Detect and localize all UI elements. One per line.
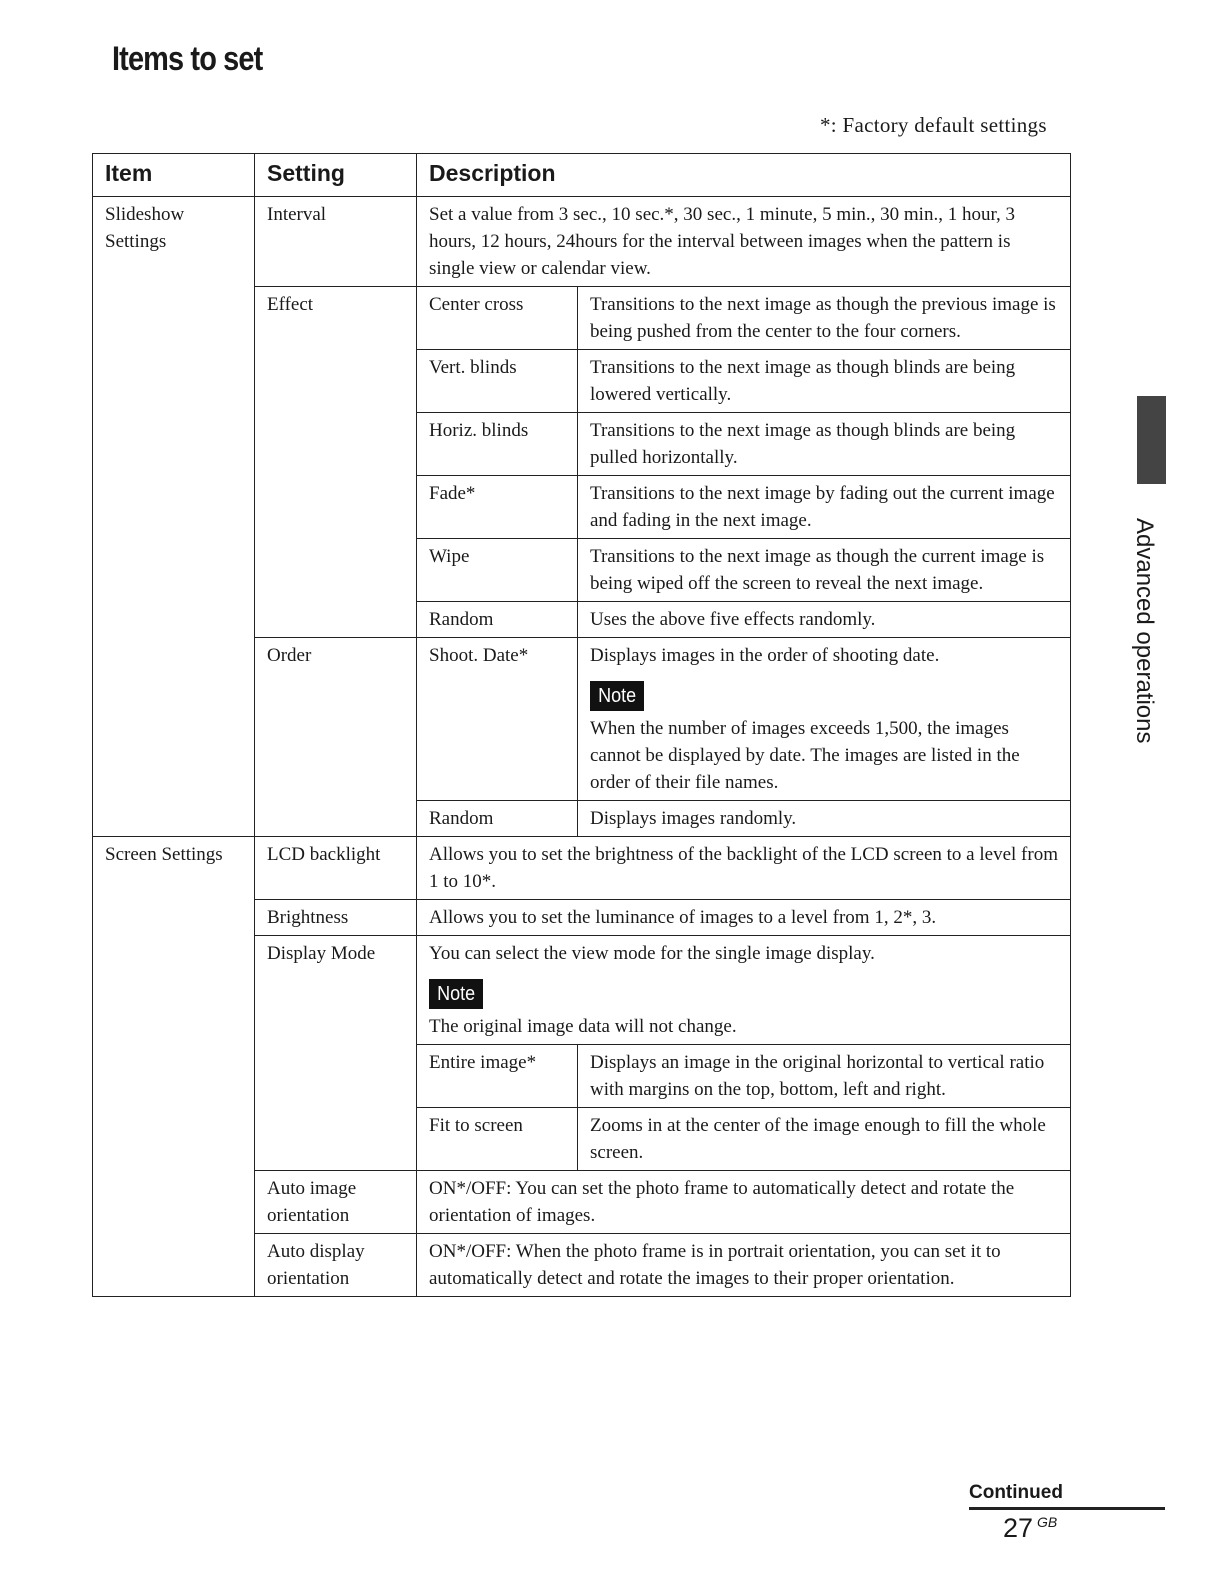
table-header-row xyxy=(93,154,1071,197)
option-description: Uses the above five effects randomly. xyxy=(578,602,1071,638)
table-row xyxy=(93,837,1071,900)
option-description: Zooms in at the center of the image enough to fill the whole screen. xyxy=(578,1108,1071,1171)
option-name: Center cross xyxy=(417,287,578,350)
item-screen-settings: Screen Settings xyxy=(93,837,255,1297)
description-lcd-backlight: Allows you to set the brightness of the backlight of the LCD screen to a level from 1 to 10*. xyxy=(417,837,1071,900)
option-name: Fade* xyxy=(417,476,578,539)
option-name: Wipe xyxy=(417,539,578,602)
option-description: Transitions to the next image as though the current image is being wiped off the screen to reveal the next image. xyxy=(578,539,1071,602)
display-mode-description: You can select the view mode for the single image display. xyxy=(429,943,875,964)
setting-auto-display-orientation: Auto display orientation xyxy=(255,1234,417,1297)
continued-rule xyxy=(969,1507,1165,1510)
table-row xyxy=(93,197,1071,287)
note-badge: Note xyxy=(590,681,644,711)
option-name: Shoot. Date* xyxy=(417,638,578,801)
option-description: Displays an image in the original horizontal to vertical ratio with margins on the top, bottom, left and right. xyxy=(578,1045,1071,1108)
setting-auto-image-orientation: Auto image orientation xyxy=(255,1171,417,1234)
settings-table xyxy=(92,153,1071,1297)
option-name: Horiz. blinds xyxy=(417,413,578,476)
option-description: Transitions to the next image as though blinds are being pulled horizontally. xyxy=(578,413,1071,476)
header-setting: Setting xyxy=(255,154,417,197)
option-name: Vert. blinds xyxy=(417,350,578,413)
setting-lcd-backlight: LCD backlight xyxy=(255,837,417,900)
setting-interval: Interval xyxy=(255,197,417,287)
continued-label: Continued xyxy=(969,1482,1063,1503)
note-badge: Note xyxy=(429,979,483,1009)
option-description-with-note xyxy=(578,638,1071,801)
note-text: The original image data will not change. xyxy=(429,1016,737,1037)
setting-effect: Effect xyxy=(255,287,417,638)
description-brightness: Allows you to set the luminance of images to a level from 1, 2*, 3. xyxy=(417,900,1071,936)
section-tab-marker xyxy=(1137,396,1166,484)
item-slideshow-settings: Slideshow Settings xyxy=(93,197,255,837)
setting-brightness: Brightness xyxy=(255,900,417,936)
header-description: Description xyxy=(417,154,1071,197)
option-description: Displays images in the order of shooting date. xyxy=(590,645,940,666)
option-description: Displays images randomly. xyxy=(578,801,1071,837)
option-name: Random xyxy=(417,801,578,837)
option-description: Transitions to the next image as though the previous image is being pushed from the center to the four corners. xyxy=(578,287,1071,350)
description-display-mode xyxy=(417,936,1071,1045)
option-name: Fit to screen xyxy=(417,1108,578,1171)
header-item: Item xyxy=(93,154,255,197)
option-description: Transitions to the next image as though blinds are being lowered vertically. xyxy=(578,350,1071,413)
note-text: When the number of images exceeds 1,500, the images cannot be displayed by date. The images are listed in the order of their file names. xyxy=(590,718,1020,793)
page-number-suffix: GB xyxy=(1037,1514,1058,1530)
page-number-value: 27 xyxy=(1003,1513,1034,1543)
option-description: Transitions to the next image by fading out the current image and fading in the next image. xyxy=(578,476,1071,539)
factory-default-legend: *: Factory default settings xyxy=(820,113,1047,137)
option-name: Random xyxy=(417,602,578,638)
page-title: Items to set xyxy=(112,40,263,78)
option-name: Entire image* xyxy=(417,1045,578,1108)
setting-display-mode: Display Mode xyxy=(255,936,417,1171)
setting-order: Order xyxy=(255,638,417,837)
page-number xyxy=(1003,1513,1057,1544)
description-interval: Set a value from 3 sec., 10 sec.*, 30 sec., 1 minute, 5 min., 30 min., 1 hour, 3 hours, 12 hours, 24hours for the interval between images when the pattern is single view or calendar view. xyxy=(417,197,1071,287)
description-auto-image-orientation: ON*/OFF: You can set the photo frame to automatically detect and rotate the orientation of images. xyxy=(417,1171,1071,1234)
section-side-label: Advanced operations xyxy=(1131,518,1158,744)
description-auto-display-orientation: ON*/OFF: When the photo frame is in portrait orientation, you can set it to automatically detect and rotate the images to their proper orientation. xyxy=(417,1234,1071,1297)
